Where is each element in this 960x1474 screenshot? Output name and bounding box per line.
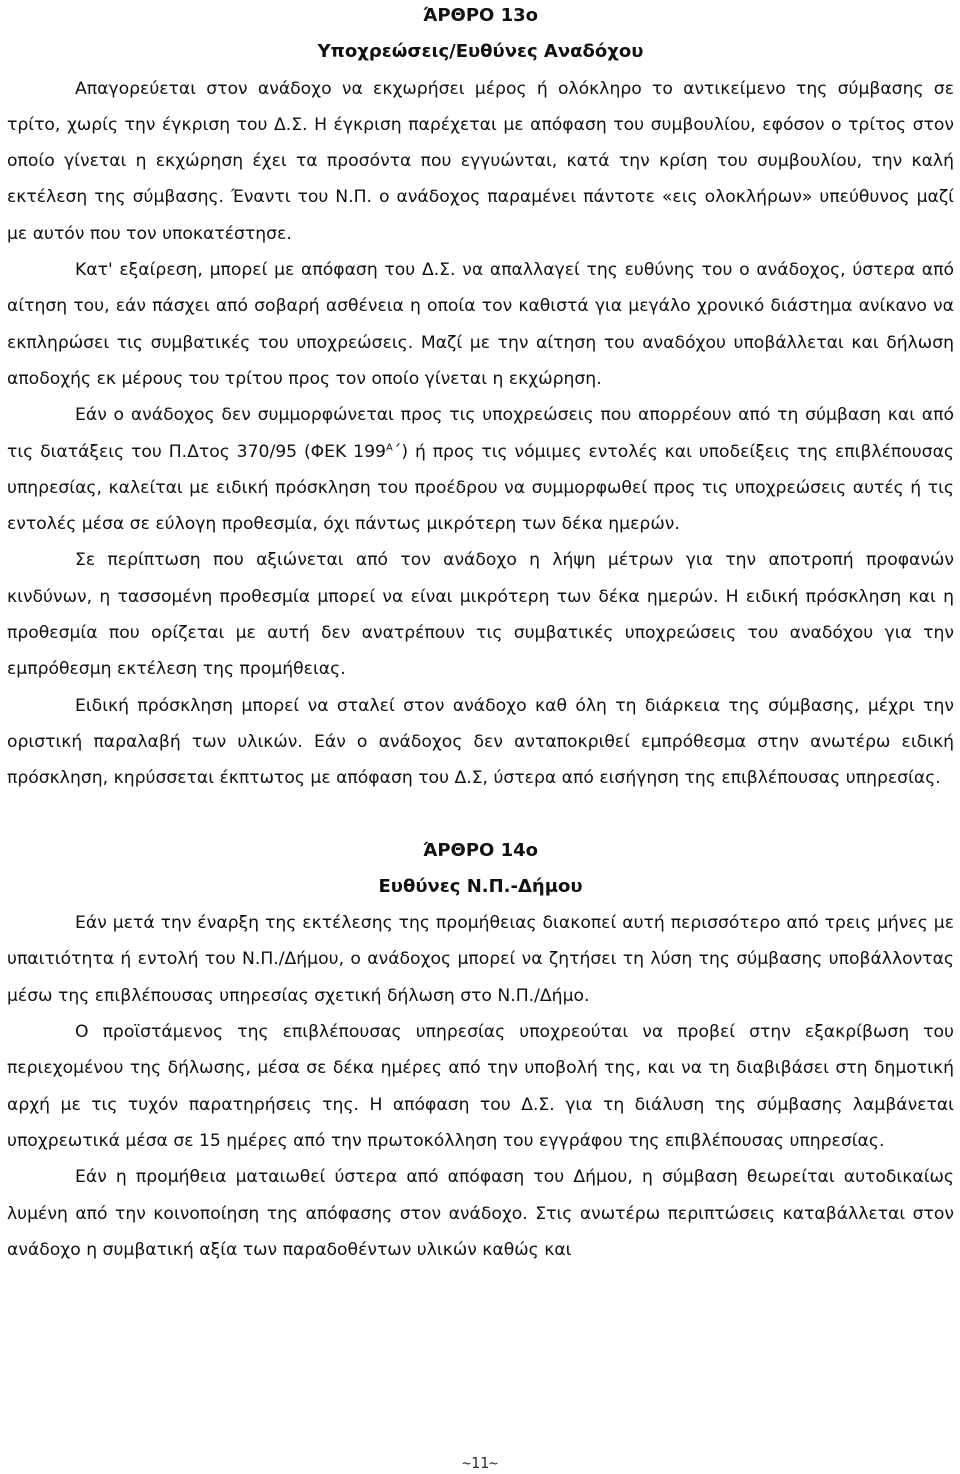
article-13-paragraph-3-part-a: Εάν ο ανάδοχος δεν συμμορφώνεται προς τις υποχρεώσεις που απορρέουν από τη σύμβαση και από τις διατάξεις του Π.Δτος 370/95 (ΦΕΚ 199 bbox=[7, 405, 954, 462]
article-13-paragraph-3-part-b: ΄) ή προς τις νόμιμες εντολές και υποδείξεις της επιβλέπουσας υπηρεσίας, καλείται με ειδική πρόσκληση του προέδρου να συμμορφωθεί προς τις υποχρεώσεις αυτές ή τις εντολές μέσα σε εύλογη προθεσμία, όχι πάντως μικρότερη των δέκα ημερών. bbox=[7, 441, 954, 535]
article-14-paragraph-1: Εάν μετά την έναρξη της εκτέλεσης της προμήθειας διακοπεί αυτή περισσότερο από τρεις μήνες με υπαιτιότητα ή εντολή του Ν.Π./Δήμου, ο ανάδοχος μπορεί να ζητήσει τη λύση της σύμβασης υποβάλλοντας μέσω της επιβλέπουσας υπηρεσίας σχετική δήλωση στο Ν.Π./Δήμο. bbox=[7, 913, 954, 1006]
article-14-paragraph-2: Ο προϊστάμενος της επιβλέπουσας υπηρεσίας υποχρεούται να προβεί στην εξακρίβωση του περιεχομένου της δήλωσης, μέσα σε δέκα ημέρες από την υποβολή της, και να τη διαβιβάσει στη δημοτική αρχή με τις τυχόν παρατηρήσεις της. Η απόφαση του Δ.Σ. για τη διάλυση της σύμβασης λαμβάνεται υποχρεωτικά μέσα σε 15 ημέρες από την πρωτοκόλληση του εγγράφου της επιβλέπουσας υπηρεσίας. bbox=[7, 1022, 954, 1151]
gazette-issue-superscript: Α bbox=[385, 441, 393, 453]
section-spacer bbox=[7, 797, 954, 833]
article-13-heading: Υποχρεώσεις/Ευθύνες Αναδόχου bbox=[317, 41, 644, 63]
article-13-paragraph-1: Απαγορεύεται στον ανάδοχο να εκχωρήσει μέρος ή ολόκληρο το αντικείμενο της σύμβασης σε τρίτο, χωρίς την έγκριση του Δ.Σ. Η έγκριση παρέχεται με απόφαση του συμβουλίου, εφόσον ο τρίτος στον οποίο γίνεται η εκχώρηση έχει τα προσόντα που εγγυώνται, κατά την κρίση του συμβουλίου, την καλή εκτέλεση της σύμβασης. Έναντι του Ν.Π. ο ανάδοχος παραμένει πάντοτε «εις ολοκλήρων» υπεύθυνος μαζί με αυτόν που τον υποκατέστησε. bbox=[7, 78, 954, 244]
article-14-heading: Ευθύνες Ν.Π.-Δήμου bbox=[378, 875, 583, 897]
article-13-paragraph-5: Ειδική πρόσκληση μπορεί να σταλεί στον ανάδοχο καθ όλη τη διάρκεια της σύμβασης, μέχρι την οριστική παραλαβή των υλικών. Εάν ο ανάδοχος δεν ανταποκριθεί εμπρόθεσμα στην ανωτέρω ειδική πρόσκληση, κηρύσσεται έκπτωτος με απόφαση του Δ.Σ, ύστερα από εισήγηση της επιβλέπουσας υπηρεσίας. bbox=[7, 695, 954, 789]
article-14-paragraph-3: Εάν η προμήθεια ματαιωθεί ύστερα από απόφαση του Δήμου, η σύμβαση θεωρείται αυτοδικαίως λυμένη από την κοινοποίηση της απόφασης στον ανάδοχο. Στις ανωτέρω περιπτώσεις καταβάλλεται στον ανάδοχο η συμβατική αξία των παραδοθέντων υλικών καθώς και bbox=[7, 1167, 954, 1260]
article-13-paragraph-4: Σε περίπτωση που αξιώνεται από τον ανάδοχο η λήψη μέτρων για την αποτροπή προφανών κινδύνων, η τασσομένη προθεσμία μπορεί να είναι μικρότερη των δέκα ημερών. Η ειδική πρόσκληση και η προθεσμία που ορίζεται με αυτή δεν ανατρέπουν τις συμβατικές υποχρεώσεις του αναδόχου για την εμπρόθεσμη εκτέλεση της προμήθειας. bbox=[7, 550, 954, 680]
article-13-title: ΆΡΘΡΟ 13ο bbox=[422, 5, 539, 26]
article-13-paragraph-3 bbox=[7, 397, 954, 542]
page-number: ~11~ bbox=[461, 1454, 499, 1472]
article-13-paragraph-2: Κατ' εξαίρεση, μπορεί με απόφαση του Δ.Σ. να απαλλαγεί της ευθύνης του ο ανάδοχος, ύστερα από αίτηση του, εάν πάσχει από σοβαρή ασθένεια η οποία τον καθιστά για μεγάλο χρονικό διάστημα ανίκανο να εκπληρώσει τις συμβατικές του υποχρεώσεις. Μαζί με την αίτηση του αναδόχου υποβάλλεται και δήλωση αποδοχής εκ μέρους του τρίτου προς τον οποίο γίνεται η εκχώρηση. bbox=[7, 260, 954, 389]
article-14-title: ΆΡΘΡΟ 14ο bbox=[422, 839, 539, 861]
